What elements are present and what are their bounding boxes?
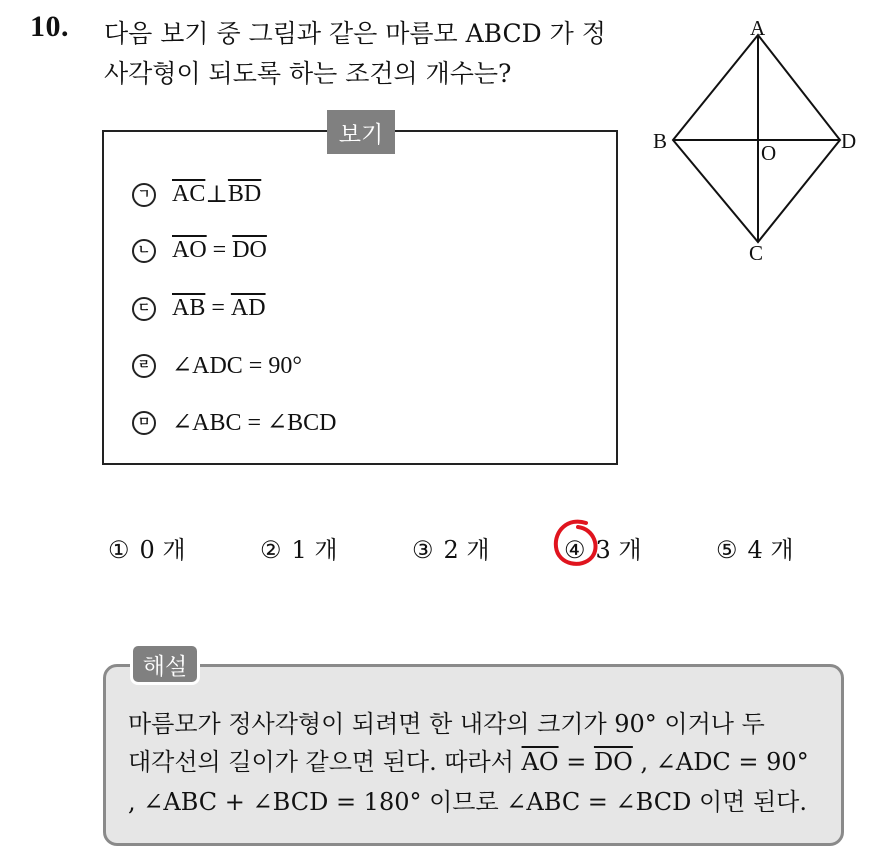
vertex-label-a: A [750, 20, 766, 40]
vertex-label-c: C [749, 241, 764, 265]
condition-marker: ㄷ [132, 297, 156, 321]
vertex-label-b: B [653, 129, 668, 153]
segment-ab: $\overline{AB}$ [172, 295, 206, 321]
condition-text: ∠ABC = ∠BCD [172, 410, 337, 436]
condition-marker: ㄴ [132, 239, 156, 263]
explanation-line-1: 마름모가 정사각형이 되려면 한 내각의 크기가 90° 이거나 두 [128, 710, 765, 738]
choice-text: 0 개 [139, 536, 186, 564]
condition-marker: ㄱ [132, 183, 156, 207]
condition-text: ∠ADC = 90° [172, 353, 302, 379]
choice-text: 2 개 [443, 536, 490, 564]
choice-2[interactable] [260, 530, 338, 565]
question-text-line-2: 사각형이 되도록 하는 조건의 개수는? [104, 59, 512, 88]
segment-bd: $\overline{BD}$ [227, 181, 262, 207]
choice-number: ⑤ [716, 536, 738, 564]
segment-ac: $\overline{AC}$ [172, 181, 206, 207]
segment-do: $\overline{DO}$ [232, 237, 267, 263]
choice-text: 3 개 [595, 536, 642, 564]
rhombus-outline [673, 35, 840, 242]
equals-sign: = [558, 748, 594, 776]
choice-1[interactable] [108, 530, 186, 565]
explanation-text: , ∠ADC = 90° [632, 748, 809, 776]
condition-item [132, 408, 336, 437]
segment-ad: $\overline{AD}$ [230, 295, 266, 321]
rhombus-figure [648, 20, 868, 270]
choice-text: 1 개 [291, 536, 338, 564]
choice-number: ④ [564, 536, 586, 564]
center-label-o: O [761, 141, 777, 165]
equals-sign: = [206, 237, 233, 263]
explanation-line-2 [128, 742, 809, 777]
choice-5[interactable] [716, 530, 794, 565]
choice-3[interactable] [412, 530, 490, 565]
condition-marker: ㅁ [132, 411, 156, 435]
explanation-title: 해설 [130, 643, 200, 685]
condition-item [132, 180, 261, 209]
answer-mark-circle [548, 515, 608, 575]
segment-ao: $\overline{AO}$ [521, 748, 559, 776]
explanation-line-3: , ∠ABC + ∠BCD = 180° 이므로 ∠ABC = ∠BCD 이면 된다. [128, 788, 807, 816]
equals-sign: = [205, 295, 231, 321]
segment-do: $\overline{DO}$ [593, 748, 633, 776]
condition-item [132, 351, 302, 380]
question-number: 10. [30, 10, 69, 43]
segment-ao: $\overline{AO}$ [172, 237, 207, 263]
choice-number: ② [260, 536, 282, 564]
perpendicular-symbol: ⊥ [205, 182, 228, 208]
question-text-line-1: 다음 보기 중 그림과 같은 마름모 ABCD 가 정 [104, 19, 606, 48]
explanation-text: 대각선의 길이가 같으면 된다. 따라서 [128, 748, 522, 776]
condition-marker: ㄹ [132, 354, 156, 378]
vertex-label-d: D [841, 129, 857, 153]
conditions-box-title: 보기 [327, 110, 395, 154]
choice-number: ① [108, 536, 130, 564]
choice-text: 4 개 [747, 536, 794, 564]
choice-number: ③ [412, 536, 434, 564]
condition-item [132, 237, 267, 264]
condition-item [132, 295, 266, 322]
